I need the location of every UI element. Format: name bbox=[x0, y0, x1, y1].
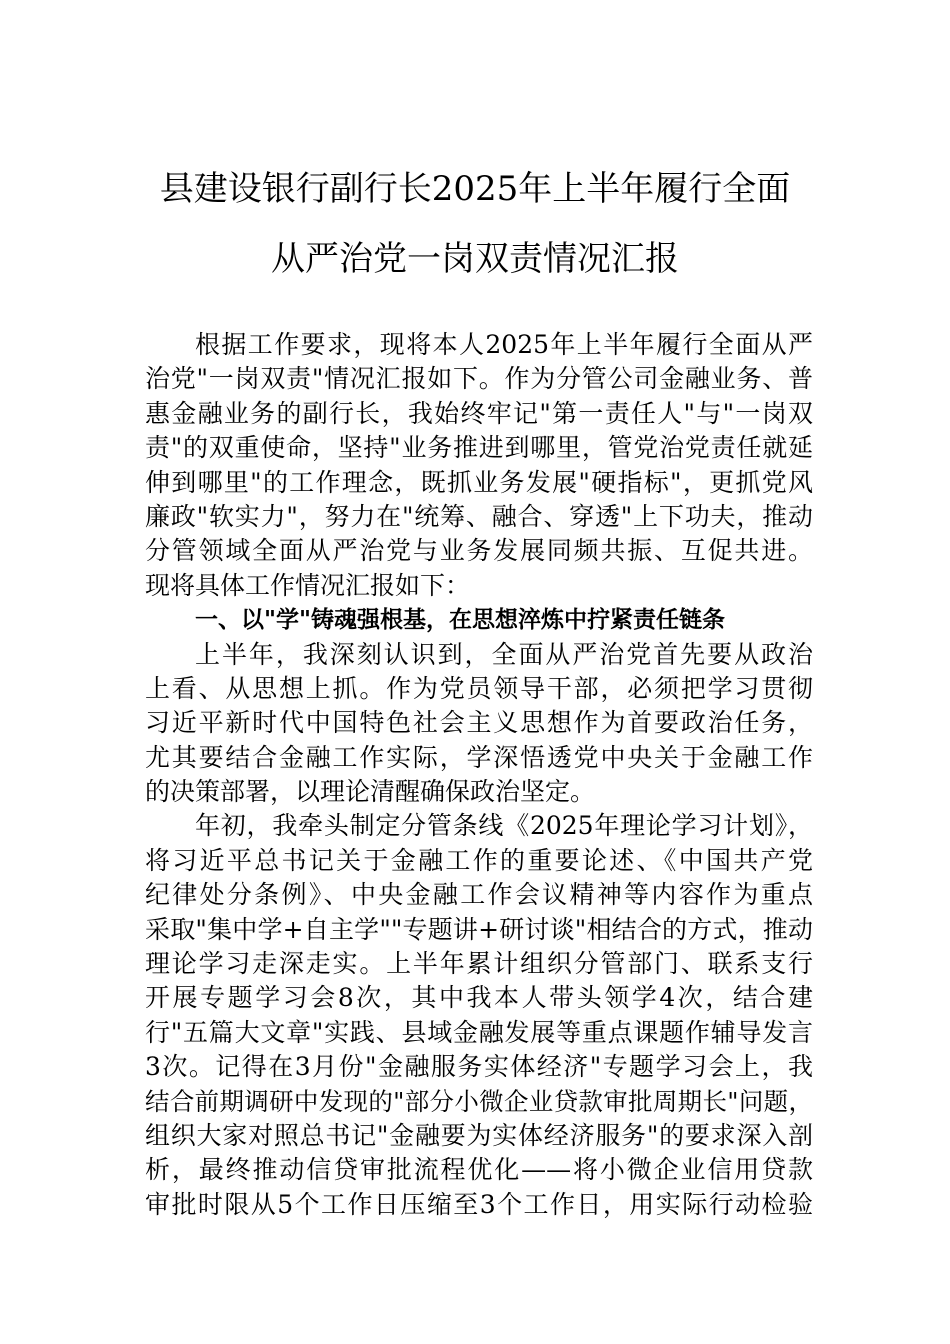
body-line: 开展专题学习会8次，其中我本人带头领学4次，结合建 bbox=[145, 983, 813, 1013]
body-line: 年初，我牵头制定分管条线《2025年理论学习计划》， bbox=[195, 811, 813, 841]
body-line: 惠金融业务的副行长，我始终牢记"第一责任人"与"一岗双 bbox=[145, 398, 813, 428]
body-line: 3次。记得在3月份"金融服务实体经济"专题学习会上，我 bbox=[145, 1052, 813, 1082]
body-line: 上看、从思想上抓。作为党员领导干部，必须把学习贯彻 bbox=[145, 673, 813, 703]
section-heading: 一、以"学"铸魂强根基，在思想淬炼中拧紧责任链条 bbox=[195, 607, 725, 634]
body-line: 上半年，我深刻认识到，全面从严治党首先要从政治 bbox=[195, 639, 813, 669]
body-line: 廉政"软实力"，努力在"统筹、融合、穿透"上下功夫，推动 bbox=[145, 501, 813, 531]
body-line: 审批时限从5个工作日压缩至3个工作日，用实际行动检验 bbox=[145, 1189, 813, 1219]
body-line: 理论学习走深走实。上半年累计组织分管部门、联系支行 bbox=[145, 949, 813, 979]
document-title-line-2: 从严治党一岗双责情况汇报 bbox=[271, 239, 679, 279]
body-line: 习近平新时代中国特色社会主义思想作为首要政治任务， bbox=[145, 708, 813, 738]
body-line: 责"的双重使命，坚持"业务推进到哪里，管党治党责任就延 bbox=[145, 433, 813, 463]
document-title-line-1: 县建设银行副行长2025年上半年履行全面 bbox=[159, 169, 791, 209]
document-body bbox=[145, 328, 813, 1222]
body-line: 分管领域全面从严治党与业务发展同频共振、互促共进。 bbox=[145, 536, 813, 566]
body-line: 根据工作要求，现将本人2025年上半年履行全面从严 bbox=[195, 330, 813, 359]
body-line: 组织大家对照总书记"金融要为实体经济服务"的要求深入剖 bbox=[145, 1120, 813, 1150]
body-line: 析，最终推动信贷审批流程优化——将小微企业信用贷款 bbox=[145, 1155, 813, 1185]
body-line: 行"五篇大文章"实践、县域金融发展等重点课题作辅导发言 bbox=[145, 1017, 813, 1047]
body-line: 治党"一岗双责"情况汇报如下。作为分管公司金融业务、普 bbox=[145, 364, 813, 394]
body-line: 现将具体工作情况汇报如下： bbox=[145, 570, 471, 600]
body-line: 的决策部署，以理论清醒确保政治坚定。 bbox=[145, 777, 596, 807]
body-line: 将习近平总书记关于金融工作的重要论述、《中国共产党 bbox=[145, 845, 813, 875]
body-line: 尤其要结合金融工作实际，学深悟透党中央关于金融工作 bbox=[145, 742, 813, 772]
body-line: 伸到哪里"的工作理念，既抓业务发展"硬指标"，更抓党风 bbox=[145, 467, 813, 497]
body-line: 结合前期调研中发现的"部分小微企业贷款审批周期长"问题， bbox=[145, 1086, 813, 1116]
body-line: 纪律处分条例》、中央金融工作会议精神等内容作为重点 bbox=[145, 880, 813, 910]
body-line: 采取"集中学+自主学""专题讲+研讨谈"相结合的方式，推动 bbox=[145, 914, 813, 944]
